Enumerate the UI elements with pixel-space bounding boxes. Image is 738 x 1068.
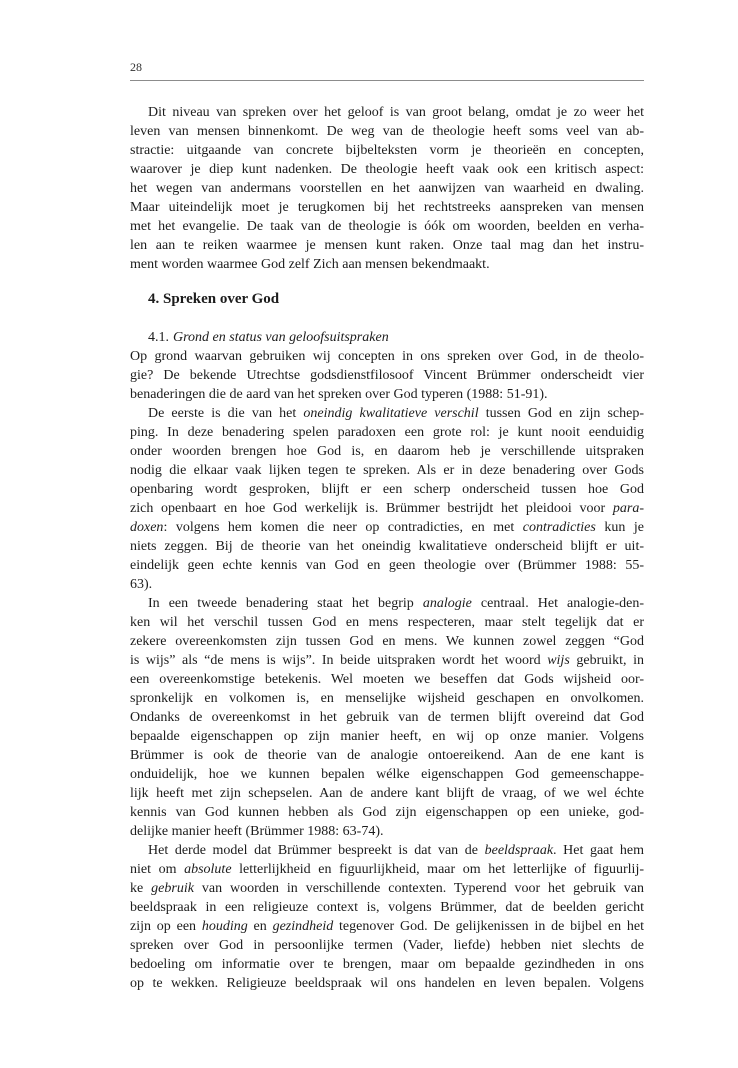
text-run: en	[247, 919, 273, 934]
text-line	[130, 255, 644, 274]
line-text	[130, 881, 644, 896]
text-line	[130, 803, 644, 822]
text-line	[130, 936, 644, 955]
text-run: leven van mensen binnenkomt. De weg van de theologie heeft soms veel van ab-	[130, 124, 644, 139]
italic-text: para-	[612, 501, 644, 516]
paragraph	[130, 347, 644, 404]
text-run: kennis van God kunnen hebben als God zijn eigenschappen op een unieke, god-	[130, 805, 644, 820]
subsection-heading	[148, 328, 644, 347]
italic-text: oneindig kwalitatieve verschil	[303, 406, 479, 421]
text-line	[130, 236, 644, 255]
text-run: kun je	[595, 520, 644, 535]
text-line	[130, 746, 644, 765]
text-run: beeldspraak in een religieuze context is, volgens Brümmer, dat de beelden gericht	[130, 900, 644, 915]
text-line	[130, 141, 644, 160]
line-text	[130, 615, 644, 630]
line-text	[130, 558, 644, 573]
line-text	[130, 181, 644, 196]
text-run: tussen God en zijn schep-	[478, 406, 645, 421]
line-text	[130, 919, 644, 934]
text-run: op te wekken. Religieuze beeldspraak wil ons handelen en leven bepalen. Volgens	[130, 976, 644, 991]
text-run: met het evangelie. De taak van de theologie is óók om woorden, beelden en verha-	[130, 219, 644, 234]
text-run: In een tweede benadering staat het begrip	[148, 596, 423, 611]
line-text	[130, 900, 644, 915]
line-text	[130, 577, 152, 592]
text-line	[130, 955, 644, 974]
text-run: gebruikt, in	[569, 653, 644, 668]
line-text	[130, 767, 644, 782]
line-text	[148, 105, 644, 120]
text-run: Brümmer is ook de theorie van de analogie ontoereikend. Aan de ene kant is	[130, 748, 644, 763]
text-run: openbaring wordt gesproken, blijft er een scherp onderscheid tussen hoe God	[130, 482, 644, 497]
text-line	[130, 822, 644, 841]
line-text	[130, 387, 548, 402]
text-line	[130, 499, 644, 518]
text-line	[130, 217, 644, 236]
text-run: letterlijkheid en figuurlijkheid, maar om het letterlijke of figuurlij-	[231, 862, 644, 877]
line-text	[148, 596, 644, 611]
paragraph	[130, 103, 644, 274]
text-run: het wegen van andermans voorstellen en het aanwijzen van waarheid en dwaling.	[130, 181, 644, 196]
line-text	[130, 976, 644, 991]
section-heading: 4. Spreken over God	[148, 291, 280, 307]
line-text	[148, 843, 644, 858]
text-run: : volgens hem komen die neer op contradicties, en met	[163, 520, 523, 535]
subsection-number: 4.1.	[148, 330, 169, 345]
line-text	[130, 748, 644, 763]
line-text	[130, 143, 644, 158]
line-text	[130, 463, 644, 478]
subsection-title: Grond en status van geloofsuitspraken	[173, 330, 389, 345]
italic-text: gebruik	[151, 881, 194, 896]
paragraph	[130, 841, 644, 993]
text-run: Het derde model dat Brümmer bespreekt is dat van de	[148, 843, 485, 858]
text-line	[130, 404, 644, 423]
italic-text: houding	[201, 919, 248, 934]
text-line	[130, 860, 644, 879]
text-run: zijn op een	[130, 919, 202, 934]
text-line	[130, 575, 644, 594]
line-text	[130, 482, 644, 497]
text-run: nodig die elkaar vaak lijken tegen te spreken. Als er in deze benadering over Gods	[130, 463, 644, 478]
text-line	[130, 385, 644, 404]
line-text	[130, 862, 644, 877]
line-text	[130, 805, 644, 820]
line-text	[130, 653, 644, 668]
italic-text: doxen	[130, 520, 164, 535]
text-line	[130, 879, 644, 898]
paragraph	[130, 594, 644, 841]
text-line	[130, 160, 644, 179]
text-run: is wijs” als “de mens is wijs”. In beide uitspraken wordt het woord	[130, 653, 548, 668]
text-run: spreken over God in persoonlijke termen (Vader, liefde) hebben niet slechts de	[130, 938, 644, 953]
line-text	[130, 729, 644, 744]
text-run: eindelijk geen echte kennis van God en geen theologie over (Brümmer 1988: 55-	[130, 558, 644, 573]
text-line	[130, 518, 644, 537]
line-text	[130, 938, 644, 953]
line-text	[130, 824, 383, 839]
text-line	[130, 461, 644, 480]
text-run: Op grond waarvan gebruiken wij concepten in ons spreken over God, in de theolo-	[130, 349, 644, 364]
header-rule	[130, 80, 644, 81]
text-line	[130, 632, 644, 651]
text-run: gie? De bekende Utrechtse godsdienstfilosoof Vincent Brümmer onderscheidt vier	[130, 368, 644, 383]
text-run: een overeenkomstige betekenis. Wel moeten we beseffen dat Gods wijsheid oor-	[130, 672, 644, 687]
text-line	[130, 537, 644, 556]
text-line	[130, 898, 644, 917]
text-run: stractie: uitgaande van concrete bijbelteksten vorm je theorieën en concepten,	[130, 143, 644, 158]
text-run: Ondanks de overeenkomst in het gebruik van de termen blijft overeind dat God	[130, 710, 644, 725]
line-text	[130, 634, 644, 649]
text-run: 63).	[130, 577, 153, 592]
italic-text: analogie	[422, 596, 472, 611]
text-line	[130, 442, 644, 461]
line-text	[130, 349, 644, 364]
line-text	[130, 501, 644, 516]
text-run: ken wil het verschil tussen God en mens respecteren, maar stelt tegelijk dat er	[130, 615, 644, 630]
text-line	[130, 651, 644, 670]
text-line	[130, 765, 644, 784]
line-text	[130, 672, 644, 687]
text-line	[130, 366, 644, 385]
text-run: ping. In deze benadering spelen paradoxen een grote rol: je kunt nooit eenduidig	[130, 425, 644, 440]
line-text	[130, 124, 644, 139]
line-text	[130, 691, 644, 706]
italic-text: wijs	[547, 653, 570, 668]
text-run: zich openbaart en hoe God werkelijk is. Brümmer bestrijdt het pleidooi voor	[130, 501, 613, 516]
italic-text: contradicties	[522, 520, 596, 535]
text-run: centraal. Het analogie-den-	[471, 596, 644, 611]
text-run: niet om	[130, 862, 185, 877]
text-line	[130, 122, 644, 141]
text-line	[130, 670, 644, 689]
italic-text: absolute	[184, 862, 232, 877]
text-run: van woorden in verschillende contexten. Typerend voor het gebruik van	[193, 881, 644, 896]
text-line	[130, 179, 644, 198]
text-column	[130, 103, 644, 993]
line-text	[130, 957, 644, 972]
line-text	[130, 219, 644, 234]
text-line	[130, 423, 644, 442]
text-run: Dit niveau van spreken over het geloof is van groot belang, omdat je zo weer het	[148, 105, 644, 120]
text-line	[130, 917, 644, 936]
text-run: niets zeggen. Bij de theorie van het oneindig kwalitatieve onderscheid blijft er uit-	[130, 539, 644, 554]
line-text	[130, 444, 644, 459]
page-number: 28	[130, 60, 142, 74]
line-text	[130, 710, 644, 725]
text-run: lijk heeft met zijn schepselen. Aan de andere kant blijft de vraag, of we wel échte	[130, 786, 644, 801]
text-run: De eerste is die van het	[148, 406, 304, 421]
text-line	[130, 347, 644, 366]
line-text	[130, 539, 644, 554]
text-line	[130, 480, 644, 499]
text-run: ke	[130, 881, 152, 896]
text-run: bepaalde eigenschappen op zijn manier heeft, en wij op onze manier. Volgens	[130, 729, 644, 744]
line-text	[130, 238, 644, 253]
text-line	[130, 198, 644, 217]
text-line	[130, 556, 644, 575]
text-line	[130, 784, 644, 803]
italic-text: gezindheid	[272, 919, 334, 934]
text-run: Maar uiteindelijk moet je terugkomen bij het rechtstreeks aanspreken van mensen	[130, 200, 644, 215]
text-run: onduidelijk, hoe we kunnen bepalen wélke eigenschappen God gemeenschappe-	[130, 767, 644, 782]
text-run: benaderingen die de aard van het spreken over God typeren (1988: 51-91).	[130, 387, 548, 402]
text-line	[130, 689, 644, 708]
text-line	[130, 103, 644, 122]
line-text	[130, 200, 644, 215]
line-text	[130, 425, 644, 440]
text-run: zekere overeenkomsten zijn tussen God en mens. We kunnen zowel zeggen “God	[130, 634, 644, 649]
text-line	[130, 708, 644, 727]
line-text	[130, 257, 490, 272]
text-run: spronkelijk en volkomen is, en menselijke wijsheid geschapen en onvolkomen.	[130, 691, 644, 706]
text-run: ment worden waarmee God zelf Zich aan mensen bekendmaakt.	[130, 257, 490, 272]
text-run: onder woorden brengen hoe God is, en daarom heb je verschillende uitspraken	[130, 444, 644, 459]
paragraph	[130, 404, 644, 594]
line-text	[130, 520, 644, 535]
text-line	[130, 974, 644, 993]
text-run: . Het gaat hem	[553, 843, 644, 858]
text-line	[130, 613, 644, 632]
text-run: delijke manier heeft (Brümmer 1988: 63-74).	[130, 824, 384, 839]
italic-text: beeldspraak	[484, 843, 554, 858]
text-line	[130, 841, 644, 860]
text-run: len aan te reiken waarmee je mensen kunt raken. Onze taal mag dan het instru-	[130, 238, 644, 253]
text-run: waarover je diep kunt nadenken. De theologie heeft vaak ook een kritisch aspect:	[130, 162, 644, 177]
text-line	[130, 727, 644, 746]
text-run: tegenover God. De gelijkenissen in de bijbel en het	[333, 919, 644, 934]
line-text	[130, 786, 644, 801]
text-run: bedoeling om informatie over te brengen, maar om bepaalde gezindheden in ons	[130, 957, 644, 972]
line-text	[130, 368, 644, 383]
text-line	[130, 594, 644, 613]
line-text	[148, 406, 644, 421]
line-text	[130, 162, 644, 177]
